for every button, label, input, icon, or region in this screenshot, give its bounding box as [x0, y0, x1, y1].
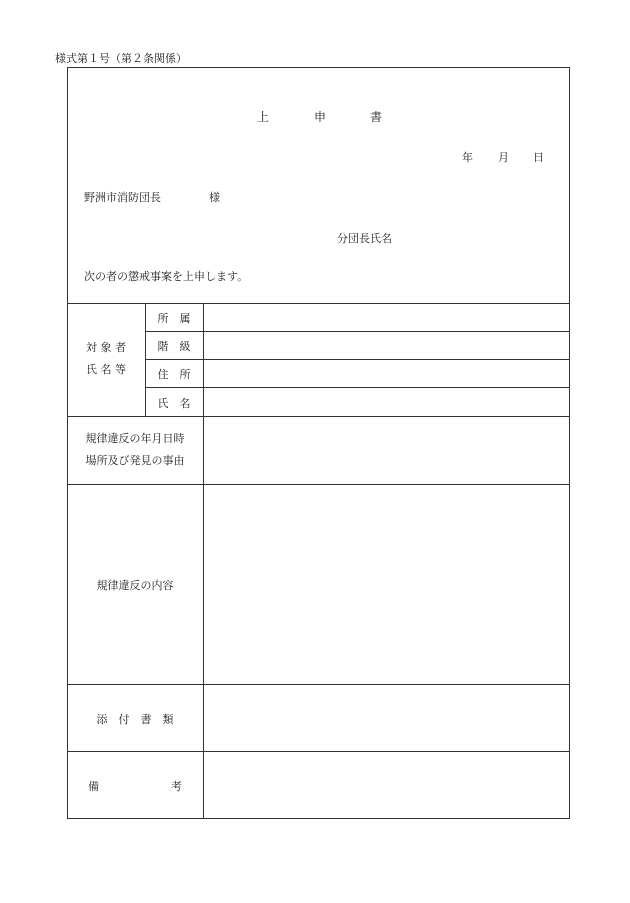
sender-name-field[interactable] [400, 226, 560, 244]
form-number-label: 様式第１号（第２条関係） [55, 52, 187, 65]
subject-group-label-line2: 氏 名 等 [86, 363, 126, 376]
title-char-1: 上 [257, 110, 270, 124]
remarks-label-left: 備 [88, 780, 99, 793]
addressee-honorific: 様 [209, 191, 220, 204]
violation-time-label [67, 428, 203, 472]
address-field[interactable] [204, 360, 570, 387]
remarks-label-right: 考 [171, 780, 182, 793]
subject-group-label-line1: 対 象 者 [86, 341, 126, 354]
addressee-name: 野洲市消防団長 [84, 191, 161, 204]
date-day-label: 日 [533, 151, 544, 164]
intro-text: 次の者の懲戒事案を上申します。 [84, 270, 249, 283]
subject-group-label [67, 337, 145, 381]
address-label: 住 所 [157, 368, 191, 381]
title-char-2: 申 [314, 110, 327, 124]
violation-content-field[interactable] [204, 485, 570, 684]
rank-label: 階 級 [157, 340, 191, 353]
affiliation-field[interactable] [204, 304, 570, 331]
title-char-3: 書 [370, 110, 383, 124]
name-field[interactable] [204, 388, 570, 416]
name-label: 氏 名 [157, 397, 191, 410]
rank-field[interactable] [204, 332, 570, 359]
violation-time-label-line1: 規律違反の年月日時 [85, 432, 185, 445]
violation-time-field[interactable] [204, 417, 570, 484]
date-month-label: 月 [498, 151, 509, 164]
date-year-label: 年 [462, 151, 473, 164]
attachments-label: 添 付 書 類 [96, 713, 174, 726]
attachments-field[interactable] [204, 685, 570, 751]
sender-name-label: 分団長氏名 [337, 232, 392, 245]
affiliation-label: 所 属 [157, 312, 191, 325]
violation-time-label-line2: 場所及び発見の事由 [85, 454, 185, 467]
violation-content-label: 規律違反の内容 [96, 579, 174, 592]
remarks-field[interactable] [204, 752, 570, 818]
